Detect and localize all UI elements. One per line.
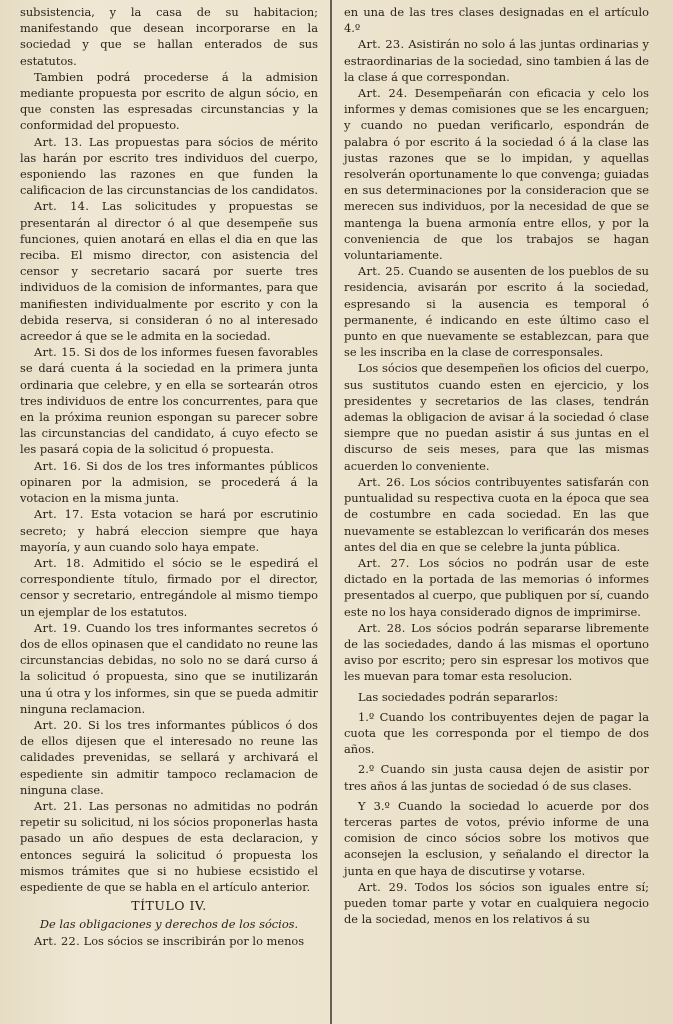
article-label: Art. 18. [34,555,85,570]
article-label: Art. 19. [34,620,82,635]
article-21 [20,798,318,895]
article-label: Art. 24. [358,86,408,101]
right-column [344,4,649,927]
article-label: Art. 22. [34,933,81,948]
article-text: Si los tres informantes públicos ó dos de ellos dijesen que el interesado no reune las calidades prevenidas, se sellará y archivará el espediente sin admitir tampoco reclamacion de ninguna clase. [20,717,318,797]
article-14 [20,198,318,344]
article-29 [344,879,649,928]
article-27 [344,555,649,620]
article-text: Cuando los tres informantes secretos ó dos de ellos opinasen que el candidato no reune las circunstancias debidas, no solo no se dará curso á la solicitud ó propuesta, sino que se inutilizarán una ú otra y los informes, sin que se pueda admitir ninguna reclamacion. [20,620,318,716]
article-13 [20,134,318,199]
article-26 [344,474,649,555]
article-text: Esta votacion se hará por escrutinio secreto; y habrá eleccion siempre que haya mayoría, y aun cuando solo haya empate. [20,507,318,554]
article-20 [20,717,318,798]
article-label: Art. 23. [358,37,405,52]
article-text: Asistirán no solo á las juntas ordinarias y estraordinarias de la sociedad, sino tambien á las de la clase á que correspondan. [344,37,649,84]
article-15 [20,344,318,457]
article-label: Art. 14. [34,199,90,214]
article-19 [20,620,318,717]
article-24 [344,85,649,263]
article-label: Art. 27. [358,555,410,570]
article-label: Art. 25. [358,264,405,279]
article-text: Admitido el sócio se le espedirá el correspondiente título, firmado por el director, censor y secretario, entregándole al mismo tiempo un ejemplar de los estatutos. [20,555,318,619]
article-label: Art. 26. [358,474,406,489]
article-25 [344,263,649,360]
article-label: Art. 15. [34,345,81,360]
left-column [20,4,318,949]
paragraph-admision: Tambien podrá procederse á la admision mediante propuesta por escrito de algun sócio, en que consten las espresadas circunstancias y la conformidad del propuesto. [20,69,318,133]
article-text: Los sócios se inscribirán por lo menos [83,933,305,948]
article-text: Si dos de los informes fuesen favorables se dará cuenta á la sociedad en la primera junta ordinaria que celebre, y en ella se sortearán otros tres individuos de entre los concurrentes, para que en la próxima reunion espongan su parecer sobre las circunstancias del candidato, á cuyo efecto se les pasará copia de la solicitud ó propuesta. [20,345,318,457]
list-item-3: Y 3.º Cuando la sociedad lo acuerde por dos terceras partes de votos, prévio informe de una comision de cinco sócios sobre los motivos que aconsejen la esclusion, y señalando el director la junta en que haya de discutirse y votarse. [344,798,649,878]
article-text: Desempeñarán con eficacia y celo los informes y demas comisiones que se les encarguen; y cuando no puedan verificarlo, espondrán de palabra ó por escrito á la sociedad ó á la clase las justas razones que se lo impidan, y aquellas resolverán oportunamente lo que convenga; guiadas en sus determinaciones por la consideracion que se merecen sus individuos, por la necesidad de que se mantenga la buena armonía entre ellos, y por la conveniencia de que los trabajos se hagan voluntariamente. [344,86,649,263]
article-text: Cuando se ausenten de los pueblos de su residencia, avisarán por escrito á la sociedad, espresando si la ausencia es temporal ó permanente, é indicando en este último caso el punto en que nuevamente se establezcan, para que se les inscriba en la clase de corresponsales. [344,264,649,360]
article-text: Los sócios contribuyentes satisfarán con puntualidad su respectiva cuota en la época que sea de costumbre en cada sociedad. En las que nuevamente se establezcan lo verificarán dos meses antes del dia en que se celebre la junta pública. [344,474,650,554]
article-label: Art. 17. [34,507,84,522]
list-item-2: 2.º Cuando sin justa causa dejen de asistir por tres años á las juntas de sociedad ó de sus clases. [344,762,649,793]
article-label: Art. 13. [34,134,83,149]
article-text: Los sócios no podrán usar de este dictado en la portada de las memorias ó informes presentados al cuerpo, que publiquen por sí, cuando este no los haya considerado dignos de imprimirse. [344,555,649,619]
article-label: Art. 29. [358,879,408,894]
article-16 [20,458,318,507]
article-label: Art. 16. [34,458,82,473]
section-title: TÍTULO IV. [131,898,207,914]
article-label: Art. 21. [34,798,83,813]
article-label: Art. 28. [358,620,406,635]
article-text: Las propuestas para sócios de mérito las harán por escrito tres individuos del cuerpo, esponiendo las razones en que funden la calificacion de las circunstancias de los candidatos. [20,134,319,198]
article-18 [20,555,318,620]
column-divider [330,0,332,1024]
article-label: Art. 20. [34,717,83,732]
paragraph-socios-oficios: Los sócios que desempeñen los oficios del cuerpo, sus sustitutos cuando esten en ejercicio, y los presidentes y secretarios de las clases, tendrán ademas la obligacion de avisar á la sociedad ó clase siempre que no puedan asistir á sus juntas en el discurso de seis meses, para que las mismas acuerden lo conveniente. [344,361,649,473]
article-22 [20,933,318,949]
article-text: Las personas no admitidas no podrán repetir su solicitud, ni los sócios proponerlas hasta pasado un año despues de esta declaracion, y entonces seguirá la solicitud ó propuesta los mismos trámites que si no hubiese ecsistido el espediente de que se habla en el artículo anterior. [20,798,318,894]
article-23 [344,36,649,85]
paragraph-subsistencia: subsistencia, y la casa de su habitacion; manifestando que desean incorporarse en la sociedad y que se hallan enterados de sus estatutos. [20,5,318,68]
paragraph-separar: Las sociedades podrán separarlos: [358,689,559,704]
list-item-1: 1.º Cuando los contribuyentes dejen de pagar la cuota que les corresponda por el tiempo de dos años. [344,709,649,757]
article-text: Si dos de los tres informantes públicos opinaren por la admision, se procederá á la votacion en la misma junta. [20,458,318,506]
article-text: Los sócios podrán separarse libremente de las sociedades, dando á las mismas el oportuno aviso por escrito; pero sin espresar los motivos que les muevan para tomar esta resolucion. [344,620,649,684]
article-28 [344,620,649,685]
article-text: Todos los sócios son iguales entre sí; pueden tomar parte y votar en cualquiera negocio de la sociedad, menos en los relativos á su [344,879,650,927]
paragraph-continuation: en una de las tres clases designadas en el artículo 4.º [344,5,649,36]
section-subtitle: De las obligaciones y derechos de los sócios. [39,917,299,932]
article-17 [20,506,318,555]
article-text: Las solicitudes y propuestas se presentarán al director ó al que desempeñe sus funciones, quien anotará en ellas el dia en que las reciba. El mismo director, con asistencia del censor y secretario sacará por suerte tres individuos de la comision de informantes, para que manifiesten individualmente por escrito y con la debida reserva, si consideran ó no al interesado acreedor á que se le admita en la sociedad. [20,199,319,344]
